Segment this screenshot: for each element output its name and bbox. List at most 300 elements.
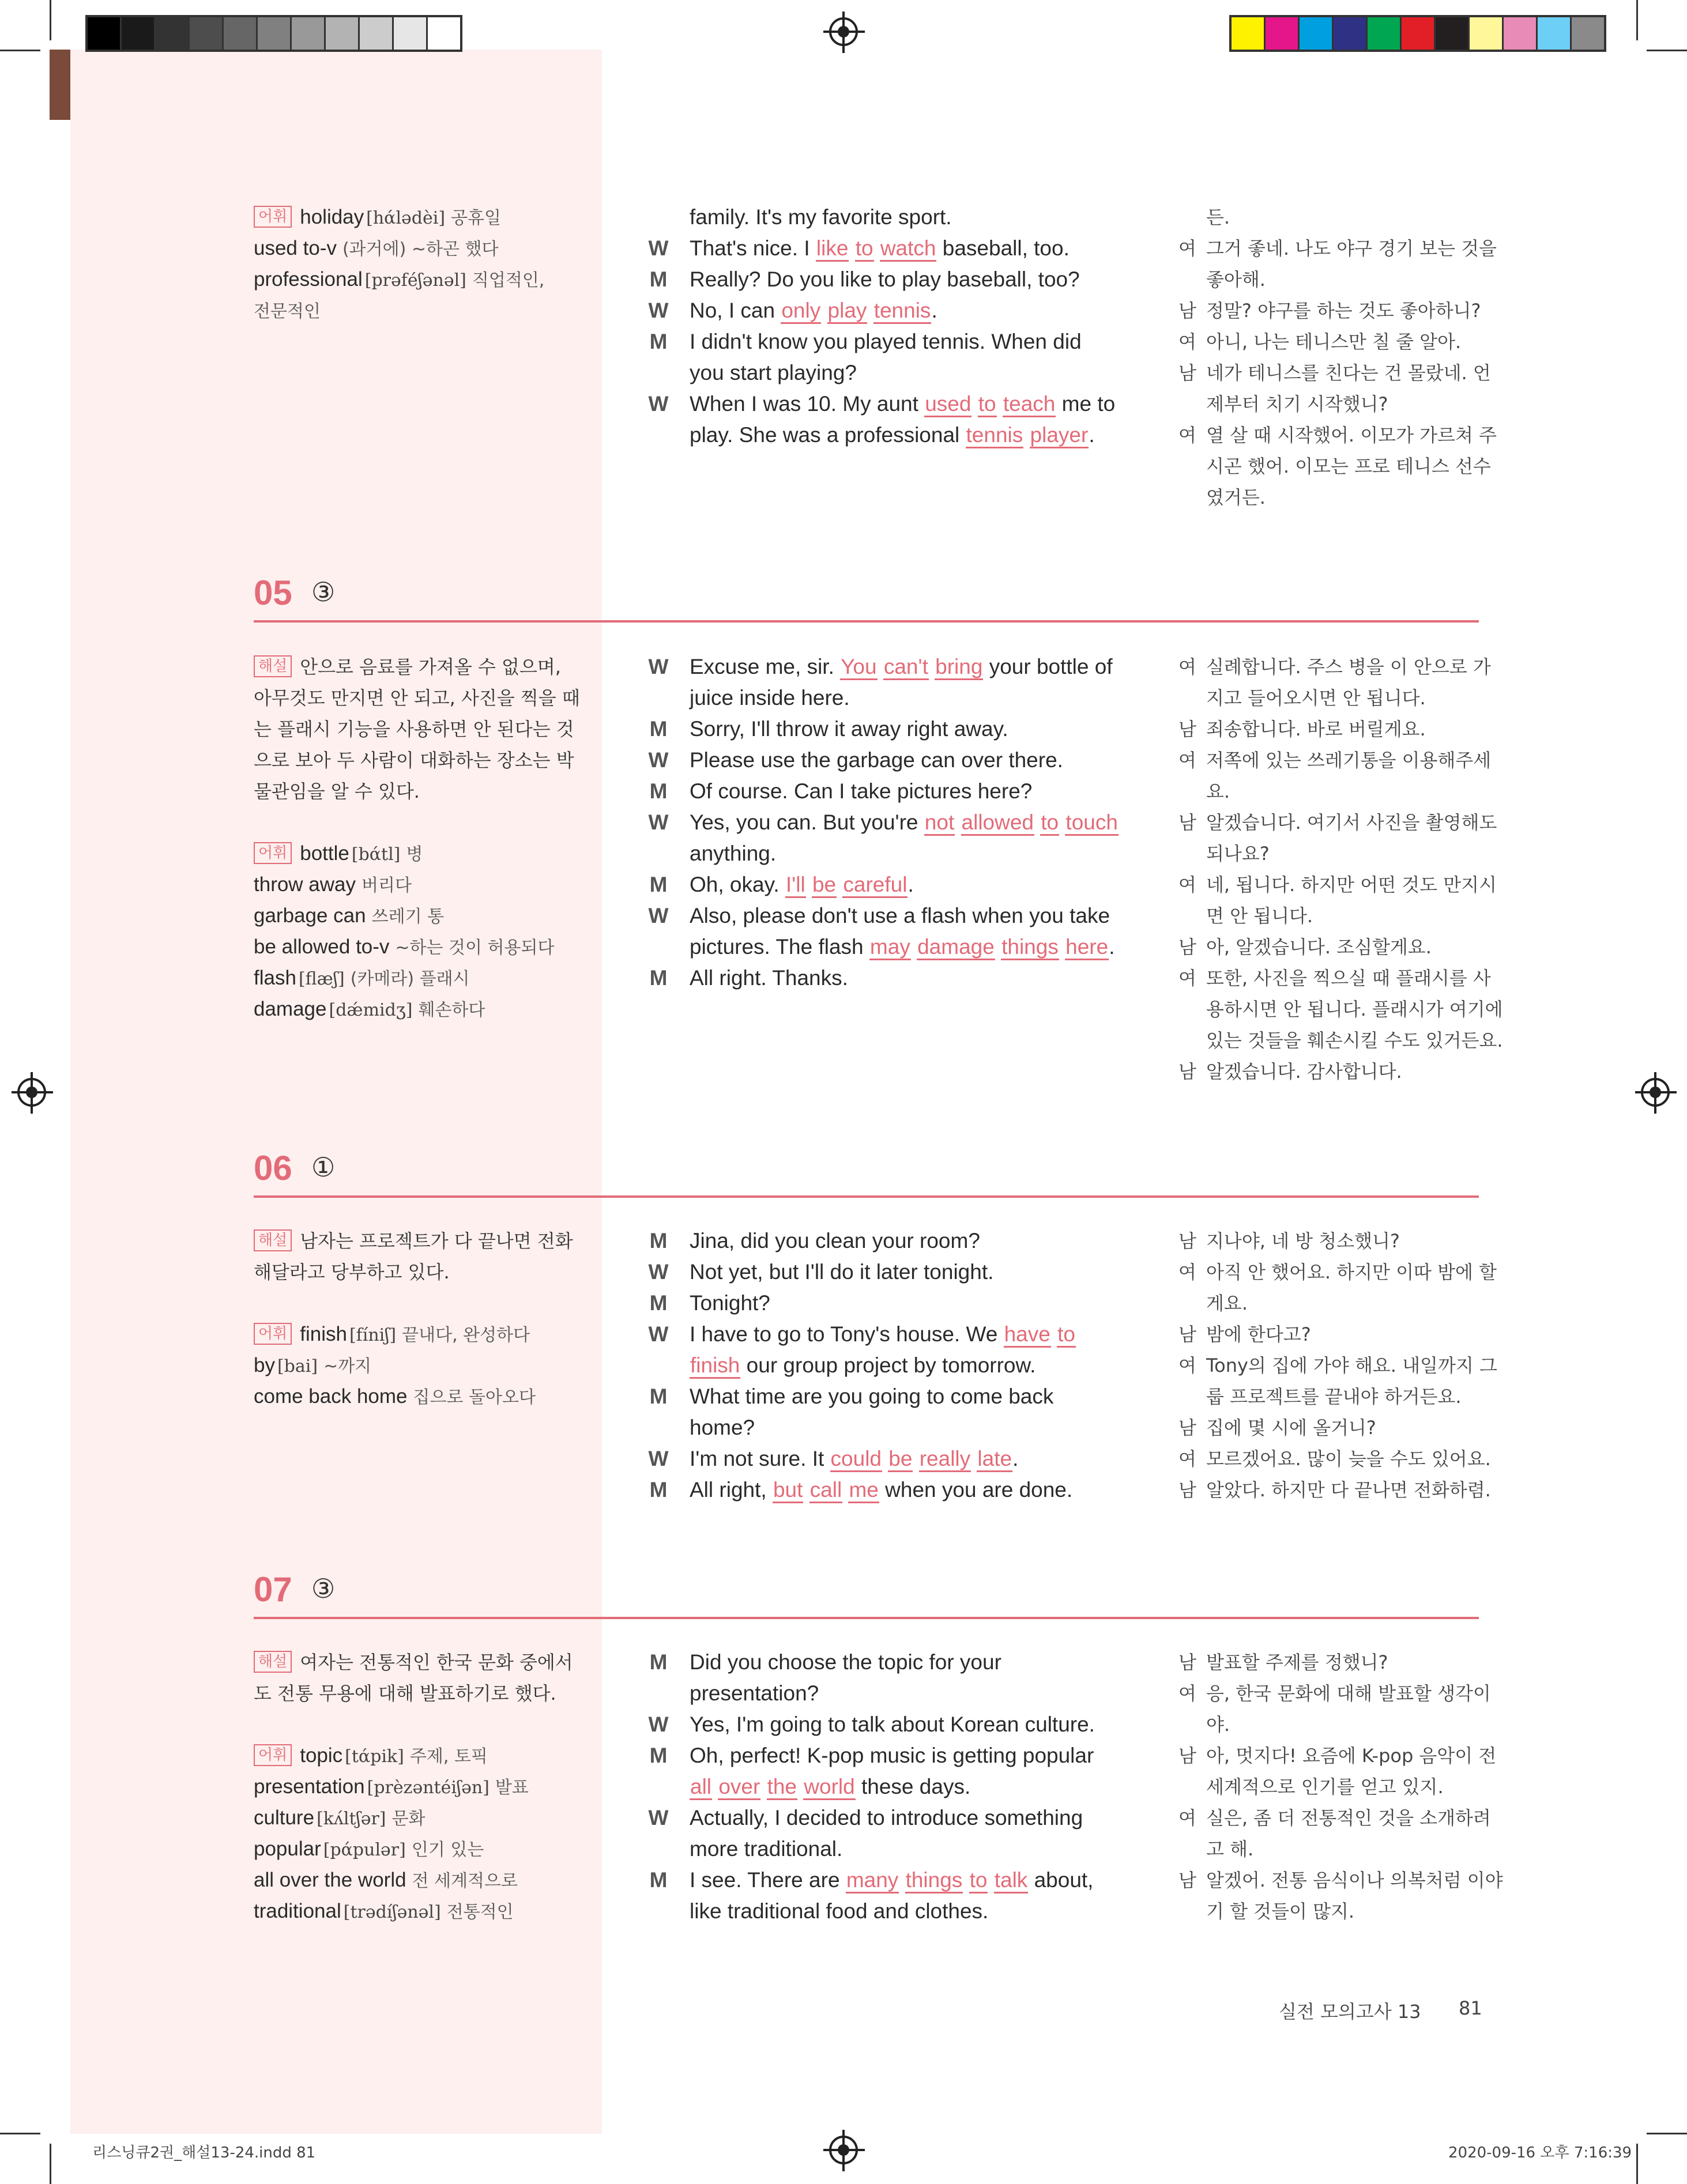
vocab-entry bbox=[254, 264, 544, 296]
dictation-blank: careful bbox=[842, 873, 907, 898]
color-swatch bbox=[122, 17, 156, 50]
vocab-pronunciation: [hάlədèi] bbox=[366, 208, 446, 228]
vocab-meaning: 집으로 돌아오다 bbox=[413, 1387, 536, 1408]
speaker-marker: M bbox=[649, 330, 668, 353]
test-title: 실전 모의고사 13 bbox=[1279, 2001, 1421, 2023]
dialogue-text bbox=[1059, 810, 1065, 834]
crop-mark bbox=[0, 50, 40, 51]
translation-line: 실은, 좀 더 전통적인 것을 소개하려 bbox=[1206, 1807, 1491, 1829]
translation-line: 그거 좋네. 나도 야구 경기 보는 것을 bbox=[1206, 237, 1497, 259]
translation-line: 좋아해. bbox=[1206, 269, 1266, 291]
dialogue-text bbox=[899, 1868, 905, 1892]
translation-line: Tony의 집에 가야 해요. 내일까지 그 bbox=[1206, 1355, 1497, 1376]
speaker-marker-korean: 남 bbox=[1178, 1651, 1196, 1673]
speaker-marker-korean: 남 bbox=[1178, 936, 1196, 958]
explanation-line bbox=[254, 1647, 573, 1678]
dialogue-line bbox=[690, 1896, 988, 1927]
translation-line: 아, 멋지다! 요즘에 K-pop 음악이 전 bbox=[1206, 1745, 1497, 1767]
dialogue-line bbox=[690, 651, 1113, 682]
explanation-label: 해설 bbox=[254, 655, 292, 677]
dialogue-line bbox=[690, 745, 1063, 776]
dialogue-text: our group project by tomorrow. bbox=[740, 1353, 1036, 1377]
color-swatch bbox=[1538, 17, 1572, 50]
dictation-blank: only bbox=[781, 299, 821, 324]
dialogue-text bbox=[995, 935, 1001, 959]
dialogue-text: Actually, I decided to introduce something bbox=[690, 1806, 1083, 1830]
translation-line: 알겠습니다. 여기서 사진을 촬영해도 bbox=[1206, 812, 1497, 833]
speaker-marker: M bbox=[649, 1868, 668, 1892]
speaker-marker-korean: 여 bbox=[1178, 1355, 1196, 1376]
dialogue-line bbox=[690, 838, 776, 869]
dictation-blank: may bbox=[869, 935, 911, 960]
speaker-marker: M bbox=[649, 1229, 668, 1253]
translation-line: 되나요? bbox=[1206, 843, 1270, 865]
explanation-line bbox=[254, 1257, 450, 1288]
vocab-word: holiday bbox=[300, 206, 364, 228]
color-swatch bbox=[88, 17, 122, 50]
dictation-blank: player bbox=[1030, 423, 1089, 448]
dialogue-text: Yes, you can. But you're bbox=[690, 810, 924, 834]
dictation-blank: here bbox=[1065, 935, 1109, 960]
speaker-marker-korean: 여 bbox=[1178, 1683, 1196, 1704]
color-swatch bbox=[1300, 17, 1334, 50]
dialogue-text bbox=[760, 1775, 766, 1798]
dialogue-text: you start playing? bbox=[690, 361, 857, 384]
explanation-label: 해설 bbox=[254, 1229, 292, 1251]
explanation-text: 해달라고 당부하고 있다. bbox=[254, 1261, 450, 1283]
vocab-entry bbox=[254, 963, 470, 995]
explanation-line bbox=[254, 714, 574, 745]
color-swatch bbox=[1368, 17, 1402, 50]
translation-line: 고 해. bbox=[1206, 1838, 1254, 1860]
dialogue-text: juice inside here. bbox=[690, 686, 850, 710]
vocab-entry bbox=[254, 1319, 530, 1351]
registration-mark-bottom bbox=[829, 2136, 858, 2164]
speaker-marker: W bbox=[648, 1322, 669, 1346]
vocab-meaning: ~까지 bbox=[323, 1356, 372, 1376]
dialogue-line bbox=[690, 900, 1110, 931]
dialogue-line bbox=[690, 963, 848, 994]
vocab-word: used to-v bbox=[254, 237, 337, 259]
translation-line: 면 안 됩니다. bbox=[1206, 905, 1313, 927]
speaker-marker: M bbox=[649, 873, 668, 896]
dialogue-line bbox=[690, 420, 1095, 451]
dictation-blank: I'll bbox=[785, 873, 806, 898]
dictation-blank: can't bbox=[883, 655, 929, 680]
dialogue-line bbox=[690, 1288, 770, 1319]
speaker-marker-korean: 남 bbox=[1178, 362, 1196, 384]
dialogue-text bbox=[797, 1775, 803, 1798]
dialogue-line bbox=[690, 1834, 842, 1865]
speaker-marker-korean: 여 bbox=[1178, 1448, 1196, 1470]
dialogue-text: Did you choose the topic for your bbox=[690, 1650, 1001, 1674]
section-divider-07 bbox=[254, 1617, 1479, 1619]
dialogue-line bbox=[690, 807, 1119, 838]
dictation-blank: tennis bbox=[873, 299, 932, 324]
vocab-meaning: 병 bbox=[406, 844, 423, 865]
dialogue-text bbox=[878, 655, 883, 678]
dictation-blank: to bbox=[855, 236, 874, 262]
vocab-meaning: 인기 있는 bbox=[411, 1840, 484, 1860]
translation-line: 아직 안 했어요. 하지만 이따 밤에 할 bbox=[1206, 1261, 1497, 1283]
speaker-marker: M bbox=[649, 1478, 668, 1502]
dialogue-text: about, bbox=[1028, 1868, 1094, 1892]
vocab-word: garbage can bbox=[254, 904, 366, 927]
vocab-meaning: 전문적인 bbox=[254, 301, 321, 322]
vocab-meaning: 문화 bbox=[391, 1809, 425, 1829]
dialogue-text: Please use the garbage can over there. bbox=[690, 748, 1063, 772]
dialogue-text: Jina, did you clean your room? bbox=[690, 1229, 980, 1253]
vocab-entry bbox=[254, 931, 554, 964]
dialogue-text bbox=[988, 1868, 993, 1892]
dialogue-text: When I was 10. My aunt bbox=[690, 392, 925, 416]
explanation-line bbox=[254, 1678, 556, 1709]
dictation-blank: late bbox=[977, 1447, 1012, 1472]
color-swatch bbox=[1572, 17, 1604, 50]
explanation-text: 남자는 프로젝트가 다 끝나면 전화 bbox=[300, 1230, 573, 1252]
vocab-meaning: 훼손하다 bbox=[418, 1000, 485, 1020]
translation-line: 밤에 한다고? bbox=[1206, 1323, 1311, 1345]
dialogue-text: . bbox=[931, 299, 937, 322]
dictation-blank: things bbox=[1001, 935, 1059, 960]
speaker-marker: W bbox=[648, 904, 669, 927]
vocab-meaning: (카메라) 플래시 bbox=[350, 969, 470, 989]
color-swatch bbox=[428, 17, 460, 50]
translation-line: 정말? 야구를 하는 것도 좋아하니? bbox=[1206, 300, 1481, 322]
dialogue-text: home? bbox=[690, 1416, 755, 1439]
dialogue-text: All right. Thanks. bbox=[690, 966, 848, 990]
speaker-marker: M bbox=[649, 267, 668, 291]
vocab-label: 어휘 bbox=[254, 1744, 292, 1766]
color-swatch bbox=[1436, 17, 1470, 50]
dialogue-line bbox=[690, 1740, 1094, 1771]
vocab-entry bbox=[254, 202, 501, 234]
dictation-blank: be bbox=[888, 1447, 913, 1472]
translation-line: 요. bbox=[1206, 780, 1230, 802]
speaker-marker: W bbox=[648, 236, 669, 260]
translation-line: 네, 됩니다. 하지만 어떤 것도 만지시 bbox=[1206, 874, 1497, 896]
dialogue-text: baseball, too. bbox=[936, 236, 1070, 260]
dialogue-text: anything. bbox=[690, 842, 777, 865]
color-swatch bbox=[292, 17, 326, 50]
dictation-blank: touch bbox=[1065, 810, 1119, 836]
vocab-word: throw away bbox=[254, 873, 356, 896]
speaker-marker: M bbox=[649, 717, 668, 741]
speaker-marker-korean: 여 bbox=[1178, 237, 1196, 259]
color-swatch bbox=[394, 17, 428, 50]
dialogue-text: Oh, perfect! K-pop music is getting popular bbox=[690, 1744, 1094, 1767]
section-answer-06: ① bbox=[311, 1152, 336, 1183]
translation-line: 든. bbox=[1206, 206, 1230, 228]
dialogue-text bbox=[929, 655, 935, 678]
color-swatch bbox=[1232, 17, 1266, 50]
explanation-text: 으로 보아 두 사람이 대화하는 장소는 박 bbox=[254, 749, 574, 771]
dialogue-text: Oh, okay. bbox=[690, 873, 785, 896]
speaker-marker-korean: 남 bbox=[1178, 718, 1196, 740]
translation-line: 지고 들어오시면 안 됩니다. bbox=[1206, 687, 1426, 709]
translation-line: 네가 테니스를 친다는 건 몰랐네. 언 bbox=[1206, 362, 1491, 384]
dialogue-text bbox=[821, 299, 827, 322]
explanation-label: 해설 bbox=[254, 1651, 292, 1673]
color-swatch bbox=[1334, 17, 1368, 50]
speaker-marker: M bbox=[649, 966, 668, 990]
dictation-blank: to bbox=[1040, 810, 1059, 836]
dialogue-text bbox=[874, 236, 880, 260]
dictation-blank: all bbox=[690, 1775, 712, 1800]
vocab-meaning: ~하는 것이 허용되다 bbox=[395, 938, 555, 958]
dictation-blank: call bbox=[809, 1478, 843, 1503]
vocab-word: flash bbox=[254, 967, 296, 989]
dictation-blank: bring bbox=[935, 655, 983, 680]
grayscale-color-bar bbox=[85, 15, 462, 52]
dictation-blank: damage bbox=[917, 935, 995, 960]
translation-line: 알겠어. 전통 음식이나 의복처럼 이야 bbox=[1206, 1869, 1503, 1891]
translation-line: 야. bbox=[1206, 1714, 1230, 1736]
dialogue-text: That's nice. I bbox=[690, 236, 816, 260]
dialogue-line bbox=[690, 714, 1008, 745]
dialogue-text: I have to go to Tony's house. We bbox=[690, 1322, 1004, 1346]
vocab-meaning: 전통적인 bbox=[446, 1902, 514, 1922]
color-swatch bbox=[1266, 17, 1300, 50]
dialogue-text: Really? Do you like to play baseball, too? bbox=[690, 267, 1080, 291]
dictation-blank: play bbox=[827, 299, 868, 324]
dictation-blank: watch bbox=[880, 236, 937, 262]
dialogue-text: No, I can bbox=[690, 299, 781, 322]
translation-line: 저쪽에 있는 쓰레기통을 이용해주세 bbox=[1206, 749, 1492, 771]
dialogue-line bbox=[690, 388, 1115, 420]
explanation-text: 도 전통 무용에 대해 발표하기로 했다. bbox=[254, 1683, 556, 1704]
slug-timestamp: 2020-09-16 오후 7:16:39 bbox=[1448, 2144, 1632, 2162]
dialogue-text: Yes, I'm going to talk about Korean culture. bbox=[690, 1713, 1095, 1736]
dialogue-text: me to bbox=[1056, 392, 1116, 416]
dialogue-line bbox=[690, 1412, 755, 1443]
color-swatch bbox=[224, 17, 258, 50]
crop-mark bbox=[1636, 2144, 1638, 2184]
dialogue-line bbox=[690, 1678, 819, 1709]
explanation-line bbox=[254, 651, 561, 682]
speaker-marker-korean: 남 bbox=[1178, 300, 1196, 322]
speaker-marker: M bbox=[649, 1650, 668, 1674]
explanation-text: 물관임을 알 수 있다. bbox=[254, 780, 420, 802]
vocab-word: culture bbox=[254, 1806, 315, 1829]
color-swatch bbox=[1470, 17, 1504, 50]
vocab-entry bbox=[254, 1834, 484, 1866]
speaker-marker: W bbox=[648, 1806, 669, 1830]
dictation-blank: be bbox=[812, 873, 837, 898]
vocab-pronunciation: [bai] bbox=[277, 1356, 318, 1376]
dialogue-line bbox=[690, 295, 937, 326]
dialogue-text bbox=[803, 1478, 809, 1502]
speaker-marker-korean: 남 bbox=[1178, 1479, 1196, 1501]
translation-line: 였거든. bbox=[1206, 486, 1266, 508]
translation-line: 발표할 주제를 정했니? bbox=[1206, 1651, 1388, 1673]
speaker-marker: W bbox=[648, 1447, 669, 1470]
dialogue-text bbox=[849, 236, 854, 260]
vocab-pronunciation: [tάpik] bbox=[345, 1747, 404, 1767]
vocab-entry bbox=[254, 1802, 425, 1835]
translation-line: 세계적으로 인기를 얻고 있지. bbox=[1206, 1776, 1444, 1798]
speaker-marker-korean: 여 bbox=[1178, 874, 1196, 896]
speaker-marker: M bbox=[649, 1291, 668, 1315]
dialogue-line bbox=[690, 931, 1114, 963]
speaker-marker: W bbox=[648, 299, 669, 322]
vocab-entry bbox=[254, 1865, 518, 1897]
dialogue-text: Sorry, I'll throw it away right away. bbox=[690, 717, 1008, 741]
dialogue-text: . bbox=[1109, 935, 1115, 959]
dialogue-text bbox=[712, 1775, 718, 1798]
speaker-marker: W bbox=[648, 655, 669, 678]
color-swatch bbox=[1402, 17, 1436, 50]
vocab-label: 어휘 bbox=[254, 842, 292, 864]
translation-line: 아니, 나는 테니스만 칠 줄 알아. bbox=[1206, 331, 1462, 353]
dialogue-text: Of course. Can I take pictures here? bbox=[690, 779, 1033, 803]
vocab-entry bbox=[254, 1381, 536, 1413]
page-number: 81 bbox=[1459, 1997, 1482, 2019]
dialogue-text bbox=[971, 1447, 977, 1470]
speaker-marker-korean: 남 bbox=[1178, 1869, 1196, 1891]
section-number-07: 07 bbox=[254, 1570, 292, 1609]
speaker-marker-korean: 남 bbox=[1178, 1745, 1196, 1767]
translation-line: 기 할 것들이 많지. bbox=[1206, 1900, 1355, 1922]
translation-line: 실례합니다. 주스 병을 이 안으로 가 bbox=[1206, 656, 1491, 678]
dialogue-text bbox=[842, 1478, 848, 1502]
translation-line: 알았다. 하지만 다 끝나면 전화하렴. bbox=[1206, 1479, 1491, 1501]
speaker-marker: M bbox=[649, 1385, 668, 1408]
speaker-marker-korean: 남 bbox=[1178, 812, 1196, 833]
vocab-word: damage bbox=[254, 998, 327, 1020]
vocab-entry bbox=[254, 900, 444, 933]
translation-line: 집에 몇 시에 올거니? bbox=[1206, 1417, 1376, 1439]
translation-line: 열 살 때 시작했어. 이모가 가르쳐 주 bbox=[1206, 424, 1497, 446]
color-swatch bbox=[258, 17, 292, 50]
speaker-marker-korean: 여 bbox=[1178, 1807, 1196, 1829]
dialogue-text: play. She was a professional bbox=[690, 423, 966, 447]
dialogue-line bbox=[690, 1709, 1095, 1740]
dictation-blank: teach bbox=[1003, 392, 1056, 417]
translation-line: 있는 것들을 훼손시킬 수도 있거든요. bbox=[1206, 1029, 1503, 1051]
explanation-text: 아무것도 만지면 안 되고, 사진을 찍을 때 bbox=[254, 687, 580, 709]
vocab-pronunciation: [dǽmidʒ] bbox=[329, 1000, 413, 1020]
section-answer-05: ③ bbox=[311, 576, 336, 608]
speaker-marker-korean: 남 bbox=[1178, 1323, 1196, 1345]
explanation-text: 여자는 전통적인 한국 문화 중에서 bbox=[300, 1651, 573, 1673]
translation-line: 게요. bbox=[1206, 1292, 1248, 1314]
dialogue-text bbox=[1034, 810, 1040, 834]
dialogue-line bbox=[690, 202, 952, 233]
vocab-meaning: 쓰레기 통 bbox=[371, 907, 445, 927]
dialogue-line bbox=[690, 326, 1082, 357]
dialogue-text bbox=[1059, 935, 1065, 959]
dialogue-text: . bbox=[1089, 423, 1095, 447]
color-swatch bbox=[360, 17, 394, 50]
color-swatch bbox=[190, 17, 224, 50]
dictation-blank: the bbox=[767, 1775, 797, 1800]
dictation-blank: not bbox=[924, 810, 955, 836]
dialogue-line bbox=[690, 1865, 1093, 1896]
vocab-word: come back home bbox=[254, 1385, 408, 1408]
dialogue-text bbox=[1051, 1322, 1057, 1346]
speaker-marker-korean: 남 bbox=[1178, 1061, 1196, 1082]
vocab-meaning: 직업적인, bbox=[472, 270, 545, 291]
explanation-line bbox=[254, 682, 580, 714]
explanation-line bbox=[254, 776, 420, 807]
speaker-marker-korean: 남 bbox=[1178, 1230, 1196, 1252]
dictation-blank: really bbox=[919, 1447, 971, 1472]
dialogue-text bbox=[963, 1868, 969, 1892]
vocab-entry bbox=[254, 233, 498, 265]
translation-line: 지나야, 네 방 청소했니? bbox=[1206, 1230, 1400, 1252]
dictation-blank: talk bbox=[994, 1868, 1029, 1893]
explanation-text: 는 플래시 기능을 사용하면 안 된다는 것 bbox=[254, 718, 574, 740]
dialogue-text bbox=[911, 935, 917, 959]
speaker-marker: M bbox=[649, 779, 668, 803]
translation-line: 모르겠어요. 많이 늦을 수도 있어요. bbox=[1206, 1448, 1491, 1470]
crop-mark bbox=[0, 2133, 40, 2134]
dialogue-text: your bottle of bbox=[983, 655, 1113, 678]
registration-mark-top bbox=[829, 17, 858, 46]
dictation-blank: like bbox=[816, 236, 849, 262]
vocab-meaning: (과거에) ~하곤 했다 bbox=[342, 239, 499, 259]
dialogue-text: these days. bbox=[855, 1775, 971, 1798]
dictation-blank: over bbox=[718, 1775, 760, 1800]
translation-line: 응, 한국 문화에 대해 발표할 생각이 bbox=[1206, 1683, 1491, 1704]
vocab-word: professional bbox=[254, 268, 363, 291]
dialogue-text: when you are done. bbox=[879, 1478, 1073, 1502]
dialogue-text: . bbox=[907, 873, 914, 896]
dialogue-text bbox=[913, 1447, 918, 1470]
translation-line: 알겠습니다. 감사합니다. bbox=[1206, 1061, 1402, 1082]
vocab-entry bbox=[254, 295, 321, 327]
dialogue-text bbox=[1023, 423, 1029, 447]
speaker-marker: W bbox=[648, 810, 669, 834]
dialogue-text: Not yet, but I'll do it later tonight. bbox=[690, 1260, 994, 1284]
vocab-word: all over the world bbox=[254, 1869, 406, 1891]
speaker-marker: M bbox=[649, 1744, 668, 1767]
translation-line: 룹 프로젝트를 끝내야 하거든요. bbox=[1206, 1386, 1462, 1408]
dialogue-line bbox=[690, 869, 914, 900]
translation-line: 제부터 치기 시작했니? bbox=[1206, 393, 1388, 415]
vocab-meaning: 전 세계적으로 bbox=[412, 1871, 518, 1891]
vocab-word: popular bbox=[254, 1838, 321, 1860]
color-swatch bbox=[326, 17, 360, 50]
vocab-pronunciation: [trədíʃənəl] bbox=[343, 1902, 441, 1922]
explanation-line bbox=[254, 745, 574, 776]
dialogue-text: more traditional. bbox=[690, 1837, 843, 1861]
dictation-blank: finish bbox=[690, 1353, 740, 1379]
vocab-label: 어휘 bbox=[254, 206, 292, 228]
speaker-marker-korean: 여 bbox=[1178, 331, 1196, 353]
vocab-meaning: 주제, 토픽 bbox=[409, 1747, 488, 1767]
dialogue-line bbox=[690, 1257, 993, 1288]
crop-mark bbox=[50, 0, 51, 40]
vocab-word: bottle bbox=[300, 842, 349, 865]
dictation-blank: to bbox=[978, 392, 997, 417]
translation-line: 죄송합니다. 바로 버릴게요. bbox=[1206, 718, 1426, 740]
speaker-marker-korean: 남 bbox=[1178, 1417, 1196, 1439]
crop-mark bbox=[1647, 50, 1687, 51]
vocab-pronunciation: [prəféʃənəl] bbox=[364, 270, 466, 291]
speaker-marker-korean: 여 bbox=[1178, 424, 1196, 446]
dictation-blank: many bbox=[846, 1868, 899, 1893]
translation-line: 시곤 했어. 이모는 프로 테니스 선수 bbox=[1206, 455, 1491, 477]
speaker-marker: W bbox=[648, 1713, 669, 1736]
vocab-word: by bbox=[254, 1354, 275, 1376]
speaker-marker-korean: 여 bbox=[1178, 967, 1196, 989]
vocab-word: be allowed to-v bbox=[254, 936, 390, 958]
dictation-blank: world bbox=[803, 1775, 855, 1800]
dictation-blank: to bbox=[1057, 1322, 1076, 1348]
dialogue-text: Excuse me, sir. bbox=[690, 655, 841, 678]
